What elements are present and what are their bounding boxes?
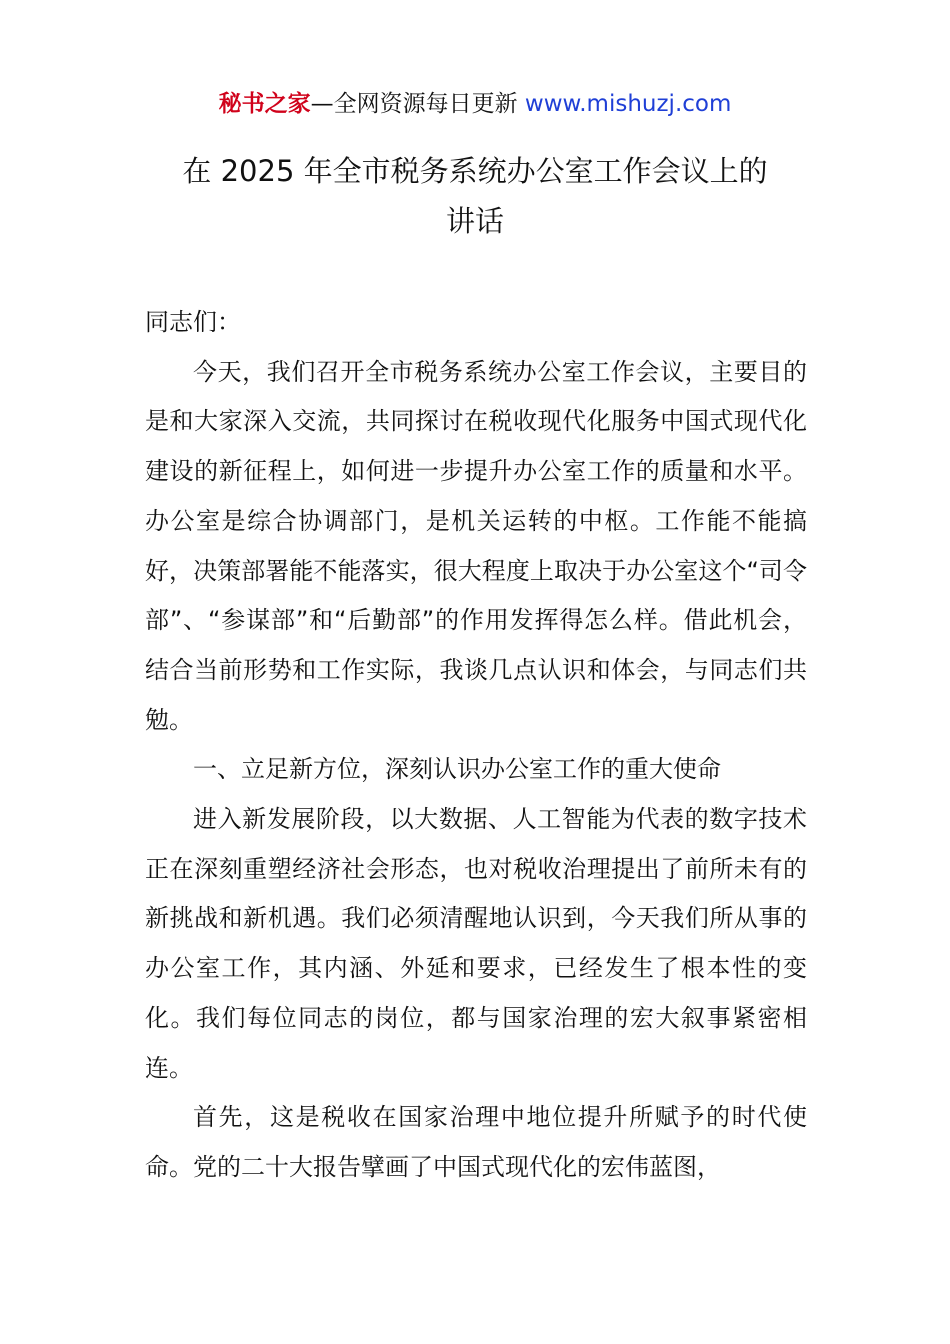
document-body <box>145 298 807 1193</box>
document-title <box>145 146 805 246</box>
site-tagline: —全网资源每日更新 <box>310 91 525 117</box>
site-brand: 秘书之家 <box>218 91 311 117</box>
paragraph-intro: 今天，我们召开全市税务系统办公室工作会议，主要目的是和大家深入交流，共同探讨在税收现代化服务中国式现代化建设的新征程上，如何进一步提升办公室工作的质量和水平。办公室是综合协调部门，是机关运转的中枢。工作能不能搞好，决策部署能不能落实，很大程度上取决于办公室这个“司令部”、“参谋部”和“后勤部”的作用发挥得怎么样。借此机会，结合当前形势和工作实际，我谈几点认识和体会，与同志们共勉。 <box>145 357 807 734</box>
paragraph-section-1: 进入新发展阶段，以大数据、人工智能为代表的数字技术正在深刻重塑经济社会形态，也对税收治理提出了前所未有的新挑战和新机遇。我们必须清醒地认识到，今天我们所从事的办公室工作，其内涵、外延和要求，已经发生了根本性的变化。我们每位同志的岗位，都与国家治理的宏大叙事紧密相连。 <box>145 805 807 1082</box>
section-heading-1: 一、立足新方位，深刻认识办公室工作的重大使命 <box>193 755 721 784</box>
document-title-line-2: 讲话 <box>445 204 504 238</box>
site-header <box>0 86 950 122</box>
paragraph-first-point: 首先，这是税收在国家治理中地位提升所赋予的时代使命。党的二十大报告擘画了中国式现代化的宏伟蓝图， <box>145 1103 807 1181</box>
site-url-link[interactable]: www.mishuzj.com <box>524 91 732 117</box>
salutation: 同志们： <box>145 308 241 336</box>
document-title-line-1: 在 2025 年全市税务系统办公室工作会议上的 <box>182 154 768 188</box>
